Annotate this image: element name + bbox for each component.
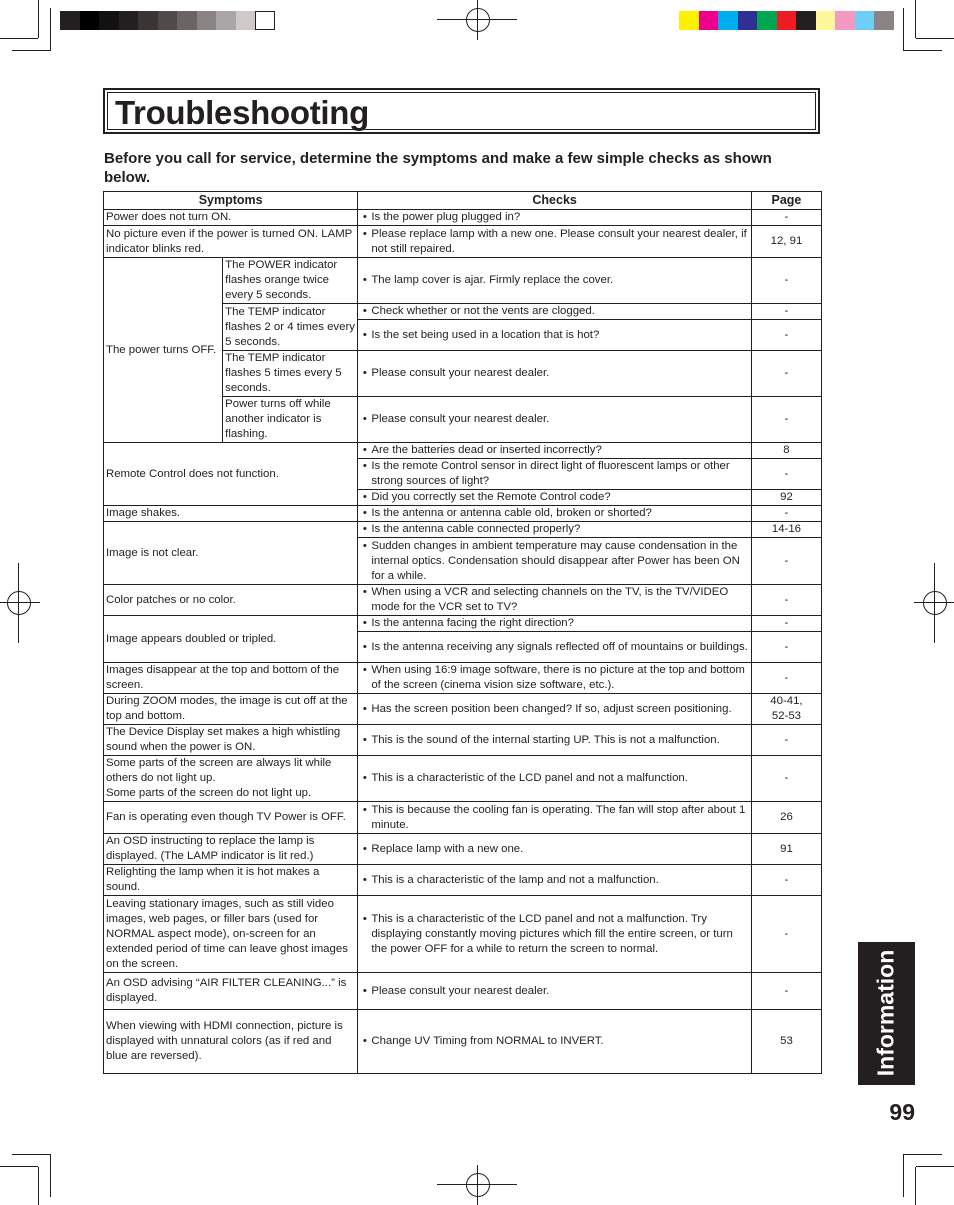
page-cell: - (751, 725, 821, 756)
check-cell: • This is because the cooling fan is operating. The fan will stop after about 1 minute. (358, 802, 752, 834)
page-cell: - (751, 538, 821, 585)
check-cell: • Is the antenna receiving any signals reflected off of mountains or buildings. (358, 632, 752, 663)
check-cell: • This is a characteristic of the LCD panel and not a malfunction. Try displaying constantly moving pictures which fill the entire screen, or turn the power OFF for a while to return the screen to normal. (358, 896, 752, 973)
check-cell: • Has the screen position been changed? If so, adjust screen positioning. (358, 694, 752, 725)
page-cell: 12, 91 (751, 226, 821, 258)
crop-mark (903, 1154, 942, 1155)
header-page: Page (751, 192, 821, 210)
check-cell: • Is the remote Control sensor in direct light of fluorescent lamps or other strong sources of light? (358, 459, 752, 490)
symptom-cell: Color patches or no color. (104, 585, 358, 616)
table-header-row (104, 192, 822, 210)
color-swatch (255, 11, 275, 30)
crop-mark (915, 0, 916, 38)
crop-mark (50, 8, 51, 51)
color-swatch (119, 11, 139, 30)
color-swatch (99, 11, 119, 30)
indicator-cell: The TEMP indicator flashes 2 or 4 times every 5 seconds. (223, 304, 358, 351)
title-box (103, 88, 820, 134)
page-cell: 53 (751, 1010, 821, 1074)
check-cell: • Check whether or not the vents are clogged. (358, 304, 752, 320)
check-cell: • When using a VCR and selecting channels on the TV, is the TV/VIDEO mode for the VCR set to TV? (358, 585, 752, 616)
page-cell: - (751, 258, 821, 304)
table-row (104, 834, 822, 865)
color-swatch (177, 11, 197, 30)
color-swatch (236, 11, 256, 30)
symptom-cell: No picture even if the power is turned ON. LAMP indicator blinks red. (104, 226, 358, 258)
table-row (104, 506, 822, 522)
color-swatch (197, 11, 217, 30)
crop-mark (903, 1154, 904, 1197)
symptom-cell: An OSD instructing to replace the lamp is displayed. (The LAMP indicator is lit red.) (104, 834, 358, 865)
page-cell: - (751, 865, 821, 896)
page-cell: - (751, 506, 821, 522)
indicator-cell: Power turns off while another indicator is flashing. (223, 397, 358, 443)
page-cell: 26 (751, 802, 821, 834)
page-cell: - (751, 320, 821, 351)
indicator-cell: The POWER indicator flashes orange twice every 5 seconds. (223, 258, 358, 304)
check-cell: • This is the sound of the internal starting UP. This is not a malfunction. (358, 725, 752, 756)
color-swatch (855, 11, 875, 30)
page-cell: 14-16 (751, 522, 821, 538)
color-swatch (835, 11, 855, 30)
symptom-cell: An OSD advising “AIR FILTER CLEANING...” is displayed. (104, 973, 358, 1010)
table-row (104, 522, 822, 538)
crop-mark (38, 0, 39, 38)
check-cell: • This is a characteristic of the lamp and not a malfunction. (358, 865, 752, 896)
crop-mark (12, 1154, 51, 1155)
page-cell: - (751, 585, 821, 616)
color-swatch (699, 11, 719, 30)
table-row (104, 865, 822, 896)
color-swatch (738, 11, 758, 30)
symptom-cell: Images disappear at the top and bottom of the screen. (104, 663, 358, 694)
page-number: 99 (889, 1099, 915, 1125)
color-swatch (796, 11, 816, 30)
page-cell: - (751, 632, 821, 663)
symptom-cell: Some parts of the screen are always lit while others do not light up. Some parts of the screen do not light up. (104, 756, 358, 802)
table-row (104, 258, 822, 304)
crop-mark (0, 1166, 38, 1167)
color-swatch (777, 11, 797, 30)
page-title: Troubleshooting (115, 94, 369, 131)
color-swatch (80, 11, 100, 30)
symptom-cell: Image appears doubled or tripled. (104, 616, 358, 663)
section-side-tab-label: Information (872, 949, 899, 1077)
color-swatch (60, 11, 80, 30)
check-cell: • Sudden changes in ambient temperature may cause condensation in the internal optics. Condensation should disappear after Power has been ON for a while. (358, 538, 752, 585)
check-cell: • Please consult your nearest dealer. (358, 973, 752, 1010)
check-cell: • Are the batteries dead or inserted incorrectly? (358, 443, 752, 459)
table-row (104, 725, 822, 756)
symptom-cell: Leaving stationary images, such as still video images, web pages, or filler bars (used for NORMAL aspect mode), on-screen for an extended period of time can leave ghost images on the screen. (104, 896, 358, 973)
symptom-cell: The Device Display set makes a high whistling sound when the power is ON. (104, 725, 358, 756)
page-cell: - (751, 304, 821, 320)
symptom-cell: Image shakes. (104, 506, 358, 522)
table-row (104, 585, 822, 616)
crop-mark (915, 1167, 916, 1205)
page-cell: - (751, 896, 821, 973)
page-cell: 91 (751, 834, 821, 865)
check-cell: • Please consult your nearest dealer. (358, 397, 752, 443)
color-swatch (679, 11, 699, 30)
check-cell: • Is the antenna or antenna cable old, broken or shorted? (358, 506, 752, 522)
color-swatch (216, 11, 236, 30)
table-row (104, 443, 822, 459)
crop-mark (38, 1167, 39, 1205)
crop-mark (903, 8, 904, 51)
table-row (104, 226, 822, 258)
check-cell: • Did you correctly set the Remote Control code? (358, 490, 752, 506)
page-cell: - (751, 351, 821, 397)
header-checks: Checks (358, 192, 752, 210)
indicator-cell: The TEMP indicator flashes 5 times every 5 seconds. (223, 351, 358, 397)
crop-mark (50, 1154, 51, 1197)
table-row (104, 1010, 822, 1074)
troubleshooting-table (103, 191, 822, 1074)
symptom-cell: When viewing with HDMI connection, picture is displayed with unnatural colors (as if red and blue are reversed). (104, 1010, 358, 1074)
color-swatch (158, 11, 178, 30)
page-cell: - (751, 663, 821, 694)
symptom-cell: Remote Control does not function. (104, 443, 358, 506)
crop-mark (0, 38, 38, 39)
table-row (104, 802, 822, 834)
table-row (104, 896, 822, 973)
table-row (104, 210, 822, 226)
check-cell: • When using 16:9 image software, there is no picture at the top and bottom of the screen (cinema vision size software, etc.). (358, 663, 752, 694)
crop-mark (903, 50, 942, 51)
check-cell: • Please consult your nearest dealer. (358, 351, 752, 397)
table-row (104, 616, 822, 632)
crop-mark (916, 38, 954, 39)
color-swatch (816, 11, 836, 30)
table-row (104, 756, 822, 802)
page-cell: 92 (751, 490, 821, 506)
check-cell: • Is the set being used in a location that is hot? (358, 320, 752, 351)
page-cell: - (751, 210, 821, 226)
check-cell: • Change UV Timing from NORMAL to INVERT. (358, 1010, 752, 1074)
page-cell: - (751, 616, 821, 632)
page-cell: - (751, 756, 821, 802)
symptom-cell: Image is not clear. (104, 522, 358, 585)
page-cell: 8 (751, 443, 821, 459)
color-swatch (718, 11, 738, 30)
page-cell: - (751, 397, 821, 443)
symptom-cell: Relighting the lamp when it is hot makes a sound. (104, 865, 358, 896)
symptom-cell: The power turns OFF. (104, 258, 223, 443)
header-symptoms: Symptoms (104, 192, 358, 210)
color-swatch (874, 11, 894, 30)
check-cell: • Is the power plug plugged in? (358, 210, 752, 226)
symptom-cell: Fan is operating even though TV Power is OFF. (104, 802, 358, 834)
check-cell: • Please replace lamp with a new one. Please consult your nearest dealer, if not still repaired. (358, 226, 752, 258)
page-cell: 40-41, 52-53 (751, 694, 821, 725)
page-cell: - (751, 973, 821, 1010)
check-cell: • Is the antenna cable connected properly? (358, 522, 752, 538)
check-cell: • Is the antenna facing the right direction? (358, 616, 752, 632)
check-cell: • The lamp cover is ajar. Firmly replace the cover. (358, 258, 752, 304)
check-cell: • This is a characteristic of the LCD panel and not a malfunction. (358, 756, 752, 802)
crop-mark (12, 50, 51, 51)
symptom-cell: Power does not turn ON. (104, 210, 358, 226)
intro-text: Before you call for service, determine the symptoms and make a few simple checks as shown below. (104, 150, 772, 186)
table-row (104, 694, 822, 725)
check-cell: • Replace lamp with a new one. (358, 834, 752, 865)
crop-mark (916, 1166, 954, 1167)
color-swatch (757, 11, 777, 30)
table-row (104, 663, 822, 694)
page-cell: - (751, 459, 821, 490)
symptom-cell: During ZOOM modes, the image is cut off at the top and bottom. (104, 694, 358, 725)
color-swatch (138, 11, 158, 30)
table-row (104, 973, 822, 1010)
